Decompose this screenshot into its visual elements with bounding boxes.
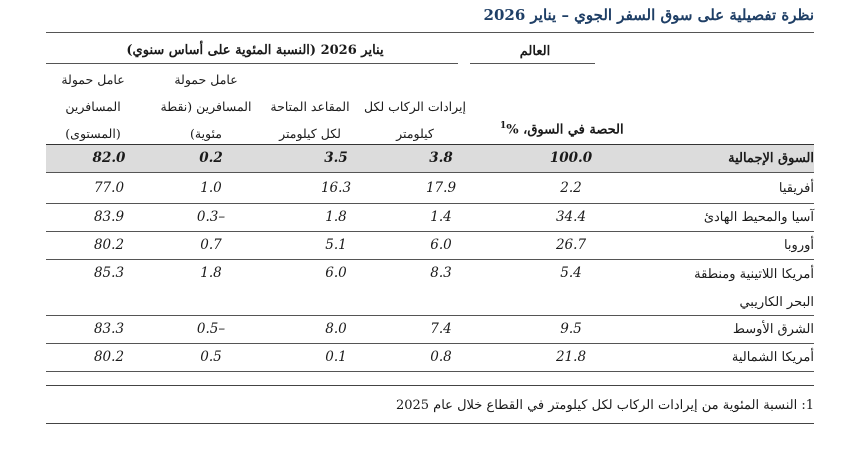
group-header: يناير 2026 (النسبة المئوية على أساس سنوي) bbox=[126, 43, 384, 58]
plf-level-cell: 77.0 bbox=[93, 180, 125, 196]
total-region-label: السوق الإجمالية bbox=[728, 151, 814, 166]
region-label: أمريكا اللاتينية ومنطقة البحر الكاريبي bbox=[694, 267, 814, 310]
ask-header: المقاعد المتاحة لكل كيلومتر bbox=[270, 99, 350, 141]
region-label: أفريقيا bbox=[778, 181, 814, 196]
rpk-cell: 8.3 bbox=[430, 265, 452, 281]
plf-change-header: عامل حمولة المسافرين (نقطة مئوية) bbox=[160, 72, 252, 141]
plf-level-cell: 85.3 bbox=[93, 265, 125, 281]
rpk-cell: 7.4 bbox=[430, 321, 452, 337]
table-row bbox=[46, 232, 814, 260]
plf-level-cell: 80.2 bbox=[93, 237, 125, 253]
share-cell: 2.2 bbox=[560, 180, 582, 196]
region-label: أوروبا bbox=[783, 238, 814, 253]
table-row bbox=[46, 344, 814, 372]
footnote: 1: النسبة المئوية من إيرادات الركاب لكل كيلومتر في القطاع خلال عام 2025 bbox=[395, 398, 814, 413]
share-cell: 5.4 bbox=[560, 265, 582, 281]
region-label: الشرق الأوسط bbox=[732, 322, 814, 337]
share-cell: 34.4 bbox=[555, 209, 587, 225]
total-row bbox=[46, 145, 814, 173]
plf-change-cell: –0.3 bbox=[196, 209, 226, 225]
rpk-cell: 17.9 bbox=[425, 180, 457, 196]
plf-change-cell: 0.5 bbox=[200, 349, 222, 365]
share-cell: 21.8 bbox=[555, 349, 587, 365]
total-rpk: 3.8 bbox=[429, 150, 453, 166]
market-share-header: الحصة في السوق، %$^1$ bbox=[500, 121, 624, 138]
rpk-cell: 6.0 bbox=[430, 237, 452, 253]
world-header-rule bbox=[470, 63, 595, 64]
total-plf-change: 0.2 bbox=[199, 150, 223, 166]
table-row bbox=[46, 260, 814, 316]
share-cell: 26.7 bbox=[555, 237, 587, 253]
world-header: العالم bbox=[519, 44, 551, 59]
ask-cell: 0.1 bbox=[325, 349, 347, 365]
table-row bbox=[46, 204, 814, 232]
table-row bbox=[46, 174, 814, 204]
total-share: 100.0 bbox=[549, 150, 593, 166]
footnote-top-rule bbox=[46, 385, 814, 386]
region-label: أمريكا الشمالية bbox=[731, 350, 814, 365]
rpk-cell: 1.4 bbox=[430, 209, 452, 225]
ask-cell: 16.3 bbox=[320, 180, 352, 196]
share-cell: 9.5 bbox=[560, 321, 582, 337]
plf-level-cell: 83.3 bbox=[93, 321, 125, 337]
region-label: آسيا والمحيط الهادئ bbox=[703, 210, 814, 225]
plf-change-cell: 0.7 bbox=[200, 237, 222, 253]
plf-level-cell: 80.2 bbox=[93, 349, 125, 365]
plf-change-cell: 1.0 bbox=[200, 180, 222, 196]
title-divider bbox=[46, 32, 814, 33]
plf-level-cell: 83.9 bbox=[93, 209, 125, 225]
group-header-rule bbox=[46, 63, 458, 64]
footnote-bottom-rule bbox=[46, 423, 814, 424]
ask-cell: 6.0 bbox=[325, 265, 347, 281]
plf-change-cell: 1.8 bbox=[200, 265, 222, 281]
ask-cell: 5.1 bbox=[325, 237, 347, 253]
plf-change-cell: –0.5 bbox=[196, 321, 226, 337]
table-row bbox=[46, 316, 814, 344]
ask-cell: 1.8 bbox=[325, 209, 347, 225]
rpk-cell: 0.8 bbox=[430, 349, 452, 365]
rpk-header: إيرادات الركاب لكل كيلومتر bbox=[364, 99, 466, 141]
total-plf-level: 82.0 bbox=[92, 150, 126, 166]
plf-level-header: عامل حمولة المسافرين (المستوى) bbox=[61, 72, 125, 141]
page-title: نظرة تفصيلية على سوق السفر الجوي – يناير 2026 bbox=[483, 6, 814, 24]
total-ask: 3.5 bbox=[324, 150, 348, 166]
ask-cell: 8.0 bbox=[325, 321, 347, 337]
